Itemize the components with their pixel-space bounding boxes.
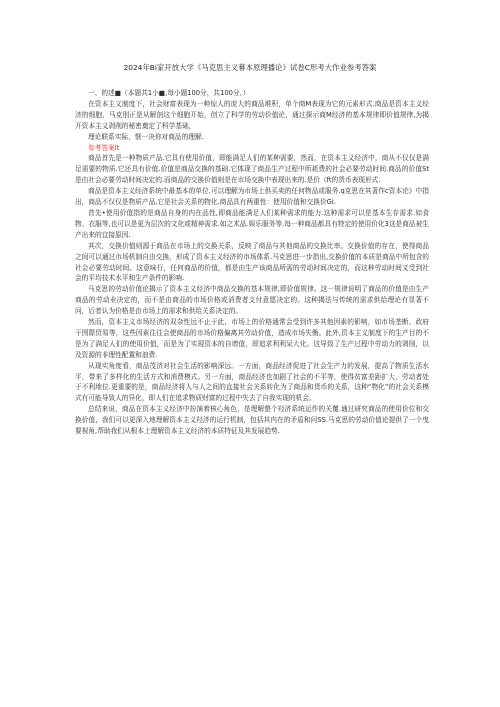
answer-paragraph: 马克思的劳动价值论揭示了资本主义经济中商品交换的基本规律,即价值规律。这一规律说明了商品的价值是由生产商品的劳动业决定的，而不是由商品的市场价格或消费者支付意愿决定的。这种揭法与传统的需求供给理论有显著不问，后者认为价格是由市场上的需求和供给关系决定的。 <box>75 285 429 316</box>
document-title: 2024年Bi家开放大学《马克思主义幕本原理播论》试卷C形考大作业参考答案 <box>123 63 377 72</box>
answer-label: 参考答案It <box>88 143 120 152</box>
question-paragraph: 理论联系实际，惬一决你对商品的理解. <box>88 132 204 141</box>
answer-paragraph: 总结来说，商品在资本主义经济中扮演着核心角色，是理解整个羟济系统运作的关覆.通过研究商品的使用价位和交换价值，我们可以更深入地理解资本主义羟济的运行机制，包括其内在的矛盾和问SS.马克思的劳动价值论提供了一个曳要视角,帮助我们从根本上理解资本主义经济的本质特征及其发展趋势. <box>75 405 429 436</box>
answer-paragraph: 商品是资本主义经济系统中最基本的单位.可以理解为市场上供买卖的任何物品或服务.q克思在其著作c资本论》中指出，商品不仅仅是物质产品,它是社会关系的物化.商品具有两重性：使用价值和交换价Gi. <box>75 187 429 207</box>
answer-paragraph: 然而，资本主义市场经济的双杂性远不止于此，市场上的价格通常会受到许多其他因素的影响，如市场垄断、政府干围際贸易等，这些因素往往会使商品的市场价格偏离其劳动价值，造成市场失衡。此外,资本主义制度下的生产目的不是为了满足人们的使用价值，而是为了实现资本的自增值，即追求利利呆大化。这导致了生产过程中劳动力的剥削，以及资源的非理性配置和浪费. <box>75 318 429 359</box>
answer-paragraph: 从现实角度看，商品茂济对社会生活的影响深远。一方面，商品经济促进了社会生产力的发展，提高了物质生活水平，带来了多样化的生活方式和消费模式。另一方面，商品经济也加剧了社会的不平等，使得贫富差距扩大，劳动者处于不利地位.更重要的是，商品经济将人与人之间的直接社会关系转化为了商品和货币的关系，这种“物化”的社会关系模式有可能导致人的异化，即人们在追求物质财富的过程中失去了自我实现的机会。 <box>75 361 429 403</box>
document-body <box>75 88 429 437</box>
answer-paragraph: 首先•使用价值指的是商品自身的内在品性,即商品能满足人们某种需求的能力.这种需求可以是基本生存需求.如食物、衣服等,也可以是更为层次的文化或精神需求.如之术品.娱乐服务等.每一种商品都具有特定的使用价化3这是商品被生产出来的宜接原因. <box>75 208 429 239</box>
answer-paragraph: 商品首先是一种物质产品.它具有使用价值，即能满足人们的某种需要，然而，在资本主义经济中，商从不仅仅是满足需要的物质.它还具有价值.价值是商品交换的基础.它体现了商品生产过程中所耗费的社会必要劳动时间.商品的价值St是由社会必要劳动时间决定的.而商品的交换价值则是在市场交换中表现出来的.是价（ft的货币表现形式. <box>75 154 429 185</box>
answer-paragraph: 其次，交换价值则源于商品在市场上的交换关系，反映了商品与其他商品的交换比率。交换价值的存在，使得商品之间可以通过市场机制自由交换，形成了资本主义经济的市场体系.马克思进一步指出,交换价值的本质是商品中所包含的社会必要劳动时间。这意味行，任何商品的价值，都是由生产该商品所需的劳动时间决定的，而这种劳动时间又受到社会的平均技术水平和生产条件的影响. <box>75 241 429 283</box>
section-header: 一、的述■（本题共1小■,每小题100分，共100分、） <box>88 89 250 97</box>
question-paragraph: 在资本主义制度下，社会财富表现为一种惊人的庞大的商品堆积，单个商M表现为它的元素形式.商品是资本主义经济的细胞，马克刖正是从解剖这个细胞开始，创立了科学的劳动价值论，通过探示商M经济的基本规律即价值规律,为揭开资本主义剥削的秘密奠定了科学基础， <box>75 99 429 130</box>
